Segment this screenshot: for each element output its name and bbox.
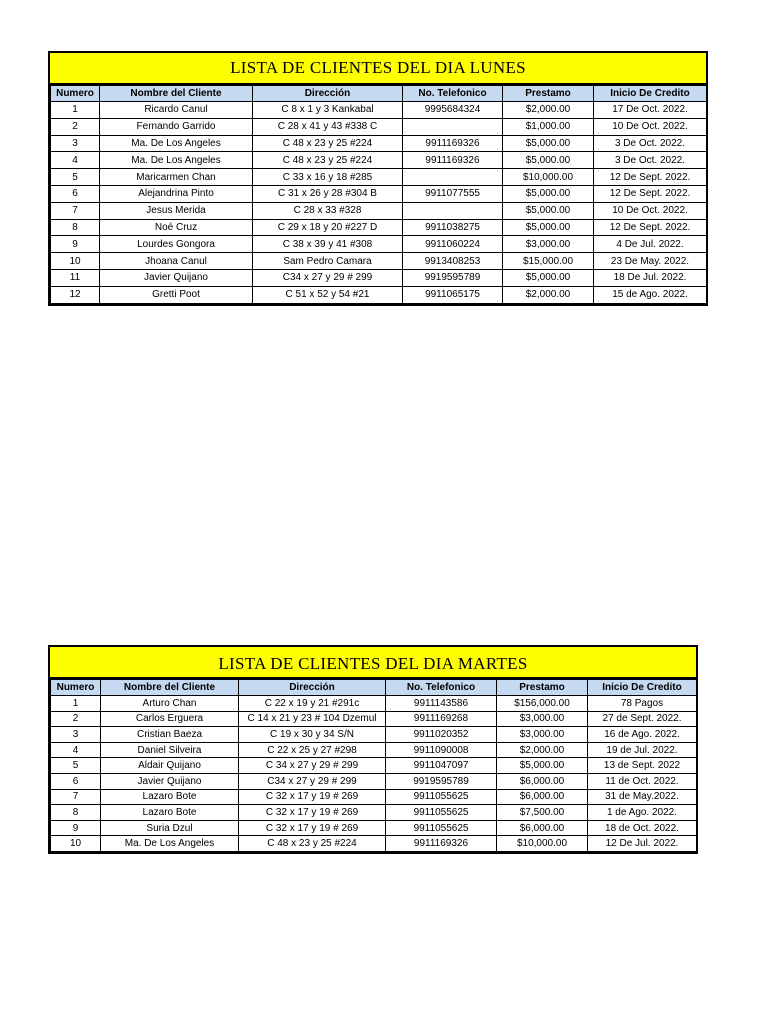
- column-header-direccion: Dirección: [253, 86, 403, 102]
- cell-numero: 5: [51, 758, 101, 774]
- cell-nombre-cliente: Jesus Merida: [100, 202, 253, 219]
- cell-prestamo: $2,000.00: [503, 286, 594, 303]
- column-header-prestamo: Prestamo: [497, 680, 588, 696]
- header-row: [51, 680, 697, 696]
- cell-telefono: [403, 202, 503, 219]
- cell-direccion: C34 x 27 y 29 # 299: [239, 773, 386, 789]
- cell-nombre-cliente: Arturo Chan: [101, 696, 239, 712]
- cell-prestamo: $3,000.00: [497, 711, 588, 727]
- table-row: [51, 236, 707, 253]
- cell-telefono: 9995684324: [403, 102, 503, 119]
- cell-nombre-cliente: Noé Cruz: [100, 219, 253, 236]
- client-list-tuesday: [48, 645, 698, 854]
- cell-prestamo: $5,000.00: [503, 185, 594, 202]
- table-row: [51, 286, 707, 303]
- cell-numero: 2: [51, 118, 100, 135]
- cell-prestamo: $6,000.00: [497, 820, 588, 836]
- cell-direccion: C34 x 27 y 29 # 299: [253, 269, 403, 286]
- cell-telefono: 9911169326: [403, 152, 503, 169]
- cell-numero: 11: [51, 269, 100, 286]
- table-row: [51, 696, 697, 712]
- cell-numero: 5: [51, 169, 100, 186]
- cell-prestamo: $10,000.00: [497, 836, 588, 852]
- column-header-prestamo: Prestamo: [503, 86, 594, 102]
- cell-inicio-credito: 1 de Ago. 2022.: [588, 805, 697, 821]
- client-table: [50, 85, 707, 304]
- cell-prestamo: $1,000.00: [503, 118, 594, 135]
- cell-prestamo: $15,000.00: [503, 253, 594, 270]
- cell-nombre-cliente: Suria Dzul: [101, 820, 239, 836]
- table-row: [51, 773, 697, 789]
- table-body: [51, 696, 697, 852]
- cell-inicio-credito: 17 De Oct. 2022.: [594, 102, 707, 119]
- cell-direccion: C 8 x 1 y 3 Kankabal: [253, 102, 403, 119]
- cell-telefono: 9911169326: [403, 135, 503, 152]
- cell-numero: 12: [51, 286, 100, 303]
- cell-numero: 4: [51, 742, 101, 758]
- cell-numero: 6: [51, 185, 100, 202]
- cell-inicio-credito: 3 De Oct. 2022.: [594, 152, 707, 169]
- cell-direccion: C 32 x 17 y 19 # 269: [239, 805, 386, 821]
- cell-nombre-cliente: Ricardo Canul: [100, 102, 253, 119]
- cell-nombre-cliente: Maricarmen Chan: [100, 169, 253, 186]
- cell-numero: 9: [51, 236, 100, 253]
- table-row: [51, 789, 697, 805]
- cell-nombre-cliente: Aldair Quijano: [101, 758, 239, 774]
- column-header-nombre-cliente: Nombre del Cliente: [100, 86, 253, 102]
- cell-telefono: 9911090008: [386, 742, 497, 758]
- cell-prestamo: $5,000.00: [503, 269, 594, 286]
- column-header-inicio-credito: Inicio De Credito: [588, 680, 697, 696]
- cell-telefono: 9911055625: [386, 820, 497, 836]
- table-row: [51, 727, 697, 743]
- cell-inicio-credito: 78 Pagos: [588, 696, 697, 712]
- cell-numero: 9: [51, 820, 101, 836]
- table-row: [51, 742, 697, 758]
- cell-inicio-credito: 10 De Oct. 2022.: [594, 118, 707, 135]
- cell-telefono: 9911047097: [386, 758, 497, 774]
- column-header-numero: Numero: [51, 680, 101, 696]
- table-row: [51, 169, 707, 186]
- client-table: [50, 679, 697, 852]
- cell-telefono: 9911038275: [403, 219, 503, 236]
- cell-inicio-credito: 16 de Ago. 2022.: [588, 727, 697, 743]
- cell-direccion: C 22 x 25 y 27 #298: [239, 742, 386, 758]
- table-row: [51, 269, 707, 286]
- cell-inicio-credito: 15 de Ago. 2022.: [594, 286, 707, 303]
- cell-numero: 7: [51, 789, 101, 805]
- cell-direccion: C 32 x 17 y 19 # 269: [239, 789, 386, 805]
- cell-direccion: C 38 x 39 y 41 #308: [253, 236, 403, 253]
- cell-direccion: C 48 x 23 y 25 #224: [253, 152, 403, 169]
- cell-direccion: C 33 x 16 y 18 #285: [253, 169, 403, 186]
- cell-direccion: C 28 x 41 y 43 #338 C: [253, 118, 403, 135]
- cell-nombre-cliente: Lazaro Bote: [101, 789, 239, 805]
- column-header-telefono: No. Telefonico: [386, 680, 497, 696]
- cell-nombre-cliente: Fernando Garrido: [100, 118, 253, 135]
- cell-telefono: 9919595789: [386, 773, 497, 789]
- cell-nombre-cliente: Javier Quijano: [100, 269, 253, 286]
- cell-inicio-credito: 19 de Jul. 2022.: [588, 742, 697, 758]
- cell-inicio-credito: 11 de Oct. 2022.: [588, 773, 697, 789]
- cell-direccion: C 34 x 27 y 29 # 299: [239, 758, 386, 774]
- cell-nombre-cliente: Ma. De Los Angeles: [101, 836, 239, 852]
- cell-telefono: 9911055625: [386, 805, 497, 821]
- cell-nombre-cliente: Ma. De Los Angeles: [100, 135, 253, 152]
- cell-inicio-credito: 12 De Sept. 2022.: [594, 185, 707, 202]
- cell-numero: 1: [51, 102, 100, 119]
- cell-nombre-cliente: Lazaro Bote: [101, 805, 239, 821]
- column-header-direccion: Dirección: [239, 680, 386, 696]
- cell-inicio-credito: 12 De Jul. 2022.: [588, 836, 697, 852]
- table-row: [51, 805, 697, 821]
- cell-prestamo: $7,500.00: [497, 805, 588, 821]
- table-row: [51, 820, 697, 836]
- cell-numero: 3: [51, 727, 101, 743]
- cell-prestamo: $2,000.00: [497, 742, 588, 758]
- cell-inicio-credito: 13 de Sept. 2022: [588, 758, 697, 774]
- table-row: [51, 836, 697, 852]
- cell-nombre-cliente: Ma. De Los Angeles: [100, 152, 253, 169]
- cell-prestamo: $6,000.00: [497, 773, 588, 789]
- table-row: [51, 135, 707, 152]
- cell-nombre-cliente: Cristian Baeza: [101, 727, 239, 743]
- cell-prestamo: $5,000.00: [503, 202, 594, 219]
- cell-inicio-credito: 12 De Sept. 2022.: [594, 219, 707, 236]
- table-row: [51, 219, 707, 236]
- cell-inicio-credito: 18 De Jul. 2022.: [594, 269, 707, 286]
- cell-telefono: [403, 118, 503, 135]
- cell-nombre-cliente: Javier Quijano: [101, 773, 239, 789]
- cell-inicio-credito: 18 de Oct. 2022.: [588, 820, 697, 836]
- table-title: LISTA DE CLIENTES DEL DIA LUNES: [50, 53, 706, 85]
- cell-numero: 7: [51, 202, 100, 219]
- cell-inicio-credito: 4 De Jul. 2022.: [594, 236, 707, 253]
- table-row: [51, 185, 707, 202]
- table-row: [51, 711, 697, 727]
- cell-numero: 1: [51, 696, 101, 712]
- cell-telefono: 9911169326: [386, 836, 497, 852]
- cell-inicio-credito: 12 De Sept. 2022.: [594, 169, 707, 186]
- cell-nombre-cliente: Jhoana Canul: [100, 253, 253, 270]
- cell-direccion: C 29 x 18 y 20 #227 D: [253, 219, 403, 236]
- cell-telefono: [403, 169, 503, 186]
- cell-telefono: 9911060224: [403, 236, 503, 253]
- cell-prestamo: $2,000.00: [503, 102, 594, 119]
- cell-direccion: C 31 x 26 y 28 #304 B: [253, 185, 403, 202]
- cell-numero: 6: [51, 773, 101, 789]
- cell-inicio-credito: 23 De May. 2022.: [594, 253, 707, 270]
- table-row: [51, 758, 697, 774]
- cell-prestamo: $5,000.00: [503, 135, 594, 152]
- cell-numero: 2: [51, 711, 101, 727]
- cell-numero: 10: [51, 253, 100, 270]
- cell-prestamo: $5,000.00: [503, 152, 594, 169]
- cell-nombre-cliente: Daniel Silveira: [101, 742, 239, 758]
- cell-inicio-credito: 3 De Oct. 2022.: [594, 135, 707, 152]
- cell-prestamo: $156,000.00: [497, 696, 588, 712]
- table-row: [51, 118, 707, 135]
- cell-nombre-cliente: Alejandrina Pinto: [100, 185, 253, 202]
- client-list-monday: [48, 51, 708, 306]
- cell-nombre-cliente: Carlos Erguera: [101, 711, 239, 727]
- cell-numero: 10: [51, 836, 101, 852]
- table-row: [51, 102, 707, 119]
- column-header-telefono: No. Telefonico: [403, 86, 503, 102]
- cell-direccion: C 19 x 30 y 34 S/N: [239, 727, 386, 743]
- cell-prestamo: $3,000.00: [503, 236, 594, 253]
- cell-nombre-cliente: Lourdes Gongora: [100, 236, 253, 253]
- cell-telefono: 9919595789: [403, 269, 503, 286]
- table-row: [51, 253, 707, 270]
- cell-direccion: C 48 x 23 y 25 #224: [239, 836, 386, 852]
- cell-inicio-credito: 27 de Sept. 2022.: [588, 711, 697, 727]
- cell-direccion: C 22 x 19 y 21 #291c: [239, 696, 386, 712]
- cell-telefono: 9911020352: [386, 727, 497, 743]
- cell-telefono: 9911065175: [403, 286, 503, 303]
- cell-numero: 4: [51, 152, 100, 169]
- header-row: [51, 86, 707, 102]
- table-title: LISTA DE CLIENTES DEL DIA MARTES: [50, 647, 696, 679]
- cell-prestamo: $10,000.00: [503, 169, 594, 186]
- cell-direccion: C 14 x 21 y 23 # 104 Dzemul: [239, 711, 386, 727]
- cell-direccion: Sam Pedro Camara: [253, 253, 403, 270]
- column-header-nombre-cliente: Nombre del Cliente: [101, 680, 239, 696]
- cell-direccion: C 48 x 23 y 25 #224: [253, 135, 403, 152]
- cell-numero: 8: [51, 219, 100, 236]
- cell-telefono: 9911055625: [386, 789, 497, 805]
- cell-inicio-credito: 10 De Oct. 2022.: [594, 202, 707, 219]
- cell-telefono: 9911077555: [403, 185, 503, 202]
- table-row: [51, 202, 707, 219]
- cell-direccion: C 32 x 17 y 19 # 269: [239, 820, 386, 836]
- cell-direccion: C 28 x 33 #328: [253, 202, 403, 219]
- cell-inicio-credito: 31 de May.2022.: [588, 789, 697, 805]
- cell-telefono: 9913408253: [403, 253, 503, 270]
- cell-numero: 8: [51, 805, 101, 821]
- cell-telefono: 9911169268: [386, 711, 497, 727]
- cell-direccion: C 51 x 52 y 54 #21: [253, 286, 403, 303]
- cell-prestamo: $5,000.00: [503, 219, 594, 236]
- cell-numero: 3: [51, 135, 100, 152]
- table-row: [51, 152, 707, 169]
- cell-prestamo: $5,000.00: [497, 758, 588, 774]
- column-header-inicio-credito: Inicio De Credito: [594, 86, 707, 102]
- cell-prestamo: $6,000.00: [497, 789, 588, 805]
- cell-prestamo: $3,000.00: [497, 727, 588, 743]
- column-header-numero: Numero: [51, 86, 100, 102]
- cell-telefono: 9911143586: [386, 696, 497, 712]
- table-body: [51, 102, 707, 304]
- cell-nombre-cliente: Gretti Poot: [100, 286, 253, 303]
